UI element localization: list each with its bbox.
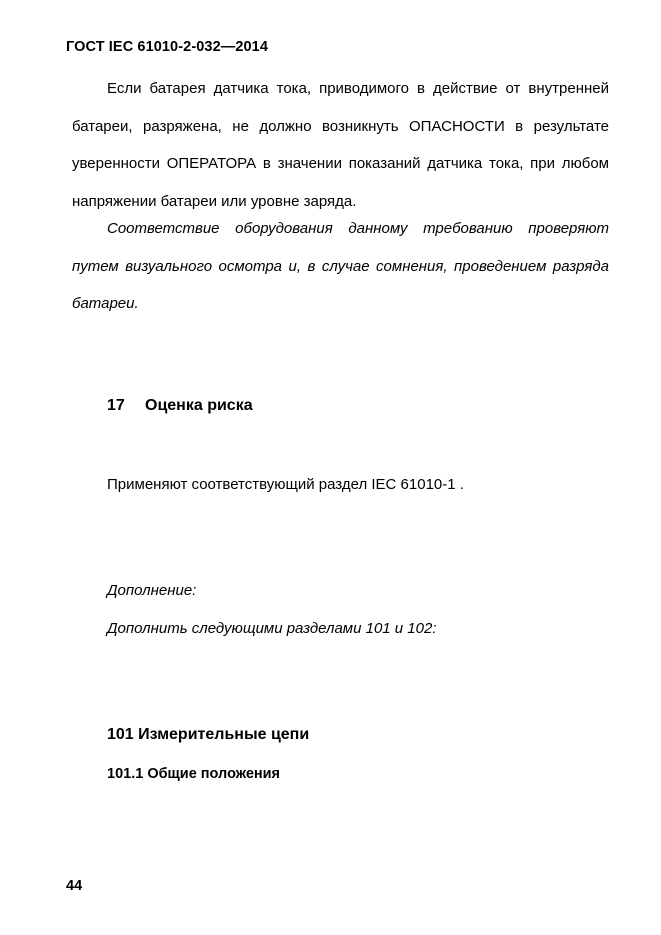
- section-17-heading: [107, 397, 253, 415]
- document-header: ГОСТ IEC 61010-2-032—2014: [66, 39, 268, 55]
- page-number: 44: [66, 878, 83, 894]
- section-101-heading: 101 Измерительные цепи: [107, 726, 310, 743]
- section-17-title: Оценка риска: [145, 397, 253, 414]
- section-17-text: Применяют соответствующий раздел IEC 61010-1 .: [107, 476, 464, 493]
- section-101-1-heading: 101.1 Общие положения: [107, 766, 281, 782]
- paragraph-compliance-check: Соответствие оборудования данному требованию проверяют путем визуального осмотра и, в случае сомнения, проведением разряда батареи.: [72, 220, 609, 312]
- paragraph-battery-requirement: Если батарея датчика тока, приводимого в действие от внутренней батареи, разряжена, не должно возникнуть ОПАСНОСТИ в результате уверенности ОПЕРАТОРА в значении показаний датчика тока, при любом напряжении батареи или уровне заряда.: [72, 80, 609, 210]
- section-17-number: 17: [107, 397, 125, 414]
- addition-text: Дополнить следующими разделами 101 и 102:: [107, 620, 437, 637]
- addition-label: Дополнение:: [107, 582, 197, 599]
